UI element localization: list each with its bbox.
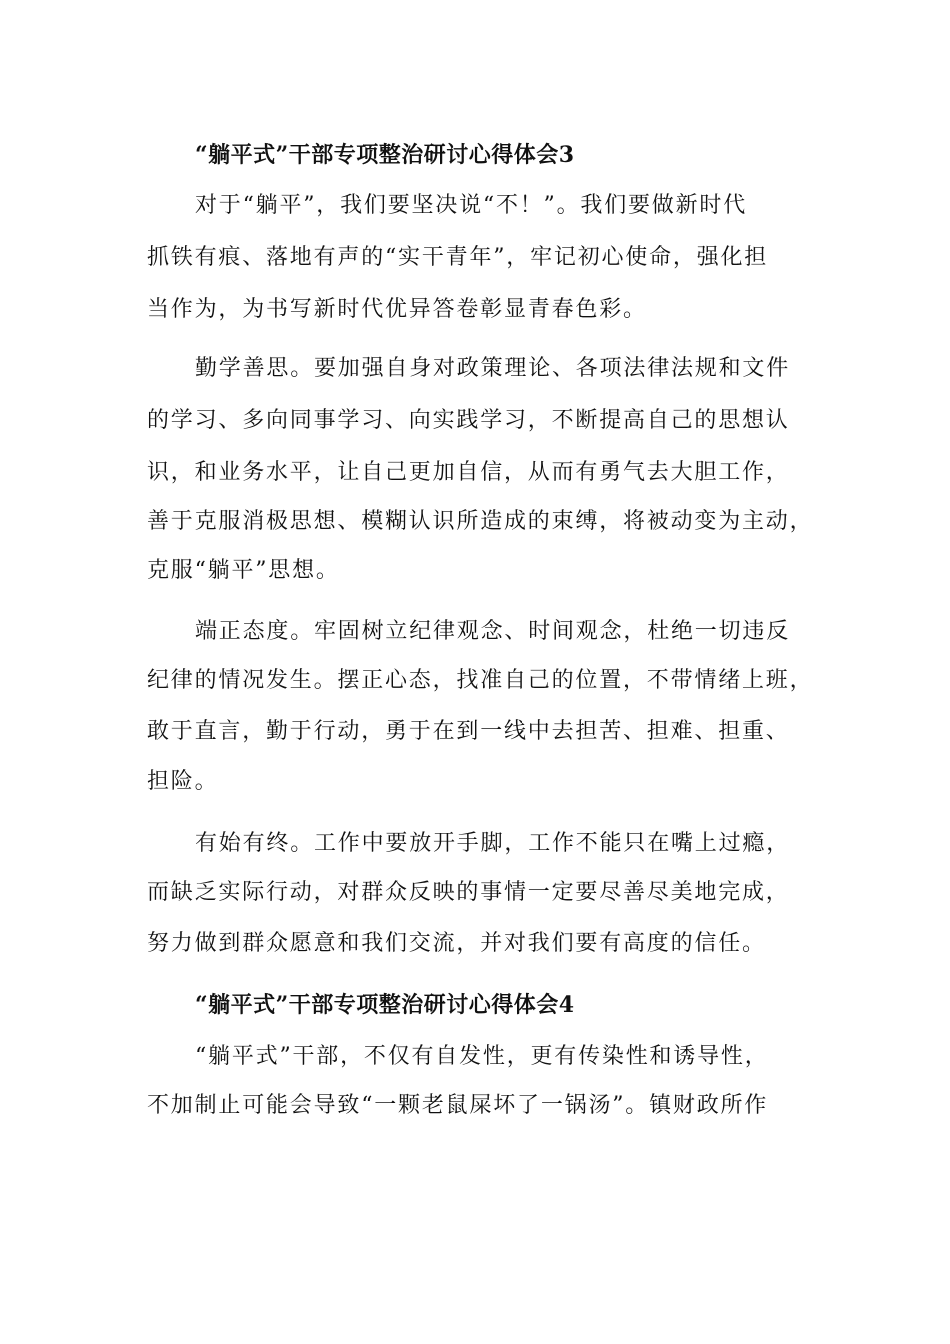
paragraph-line: 的学习、多向同事学习、向实践学习，不断提高自己的思想认 [147, 408, 790, 433]
paragraph-line: “躺平式”干部，不仅有自发性，更有传染性和诱导性， [195, 1044, 769, 1069]
paragraph-line: 努力做到群众愿意和我们交流，并对我们要有高度的信任。 [147, 931, 766, 956]
paragraph-line: 克服“躺平”思想。 [147, 558, 340, 583]
paragraph-line: 端正态度。牢固树立纪律观念、时间观念，杜绝一切违反 [195, 619, 791, 644]
paragraph-line: 而缺乏实际行动，对群众反映的事情一定要尽善尽美地完成， [147, 880, 790, 905]
paragraph-line: 识，和业务水平，让自己更加自信，从而有勇气去大胆工作， [147, 460, 790, 485]
paragraph-line: 对于“躺平”，我们要坚决说“不！”。我们要做新时代 [195, 193, 747, 218]
paragraph-line: 敢于直言，勤于行动，勇于在到一线中去担苦、担难、担重、 [147, 719, 790, 744]
paragraph-line: 纪律的情况发生。摆正心态，找准自己的位置，不带情绪上班， [147, 668, 814, 693]
paragraph-line: 担险。 [147, 769, 219, 794]
paragraph-line: 有始有终。工作中要放开手脚，工作不能只在嘴上过瘾， [195, 831, 791, 856]
paragraph-line: 当作为，为书写新时代优异答卷彰显青春色彩。 [147, 297, 647, 322]
section-heading: “躺平式”干部专项整治研讨心得体会4 [195, 992, 575, 1018]
paragraph-line: 勤学善思。要加强自身对政策理论、各项法律法规和文件 [195, 356, 791, 381]
paragraph-line: 抓铁有痕、落地有声的“实干青年”，牢记初心使命，强化担 [147, 245, 769, 270]
paragraph-line: 不加制止可能会导致“一颗老鼠屎坏了一锅汤”。镇财政所作 [147, 1093, 769, 1118]
section-heading: “躺平式”干部专项整治研讨心得体会3 [195, 142, 575, 168]
paragraph-line: 善于克服消极思想、模糊认识所造成的束缚，将被动变为主动， [147, 509, 814, 534]
